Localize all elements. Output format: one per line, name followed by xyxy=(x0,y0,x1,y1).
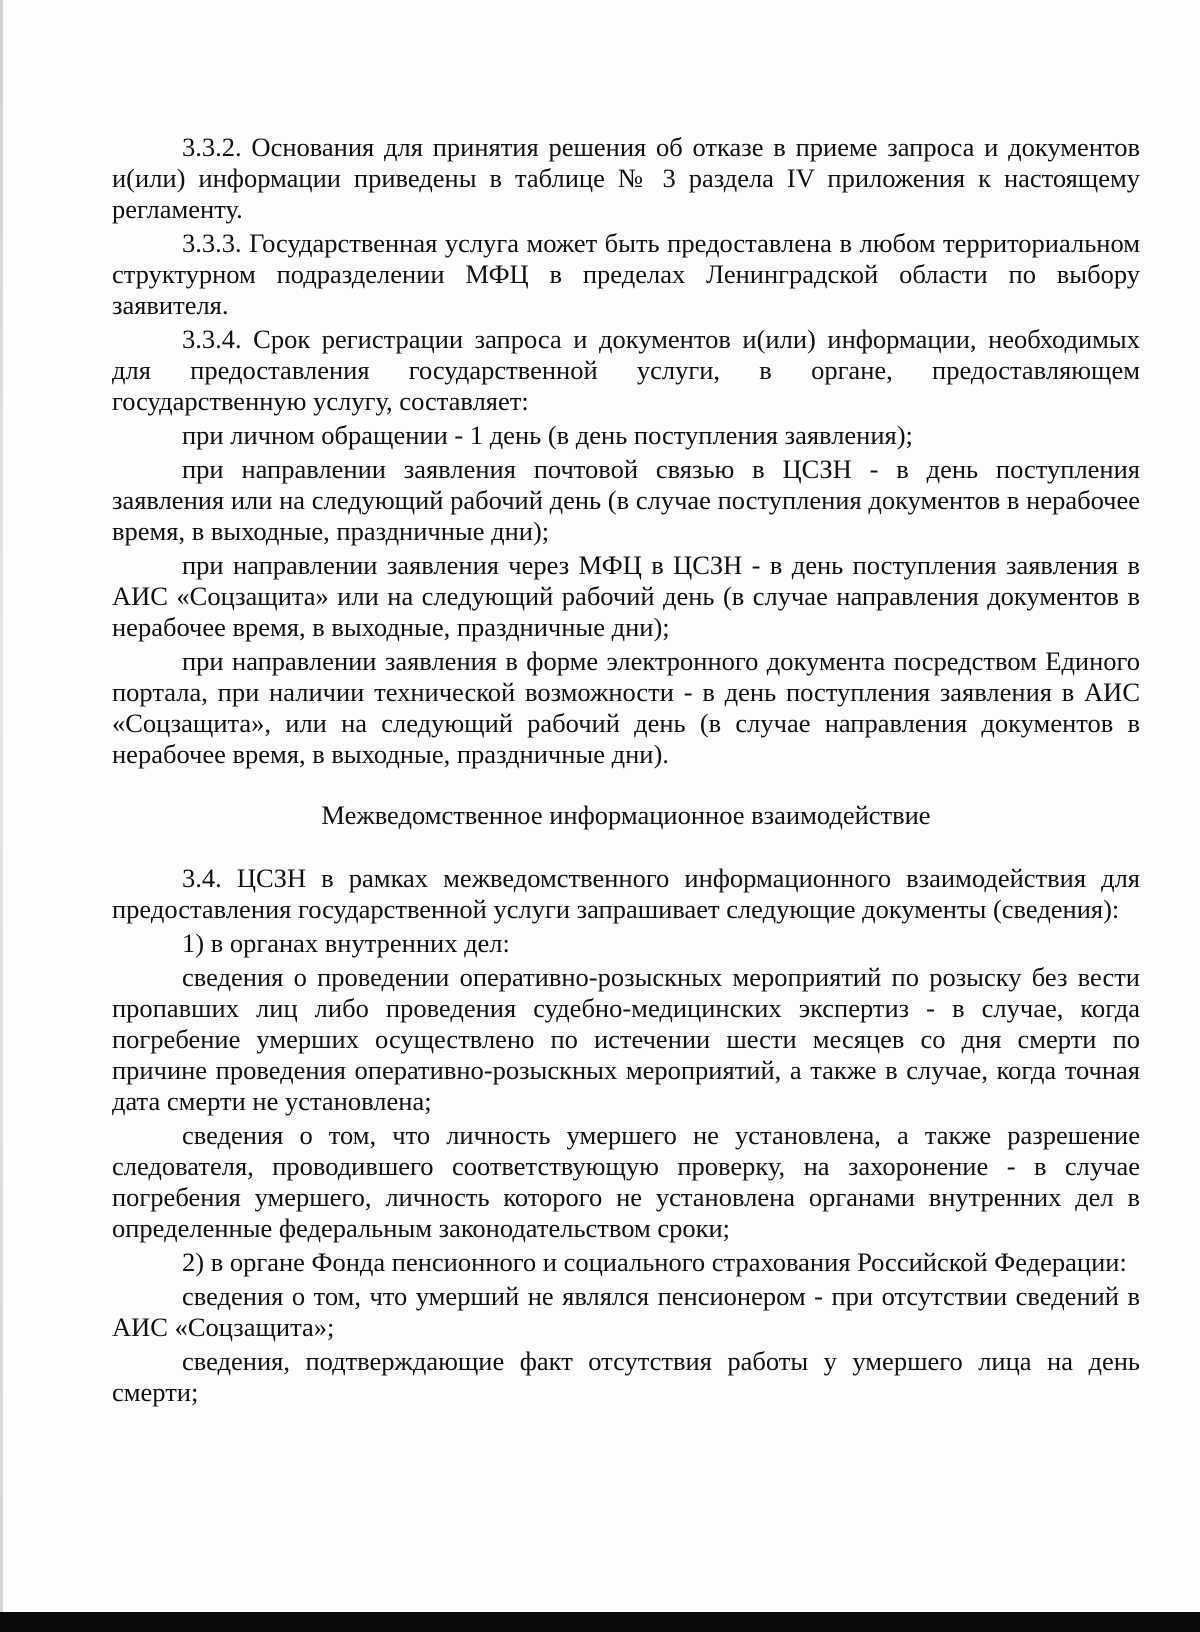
section-heading: Межведомственное информационное взаимодействие xyxy=(321,800,931,830)
scan-left-edge xyxy=(0,0,3,1632)
paragraph-pension-fund: 2) в органе Фонда пенсионного и социального страхования Российской Федерации: xyxy=(182,1247,1127,1277)
paragraph-search-info: сведения о проведении оперативно-розыскных мероприятий по розыску без вести пропавших лиц либо проведения судебно-медицинских экспертиз - в случае, когда погребение умерших осуществлено по истечении шести месяцев со дня смерти по причине проведения оперативно-розыскных мероприятий, а также в случае, когда точная дата смерти не установлена; xyxy=(112,962,1140,1116)
scan-bottom-edge xyxy=(0,1612,1200,1632)
paragraph-not-pensioner: сведения о том, что умерший не являлся пенсионером - при отсутствии сведений в АИС «Соцзащита»; xyxy=(112,1281,1140,1342)
paragraph-internal-affairs: 1) в органах внутренних дел: xyxy=(182,928,510,958)
paragraph-3-3-2: 3.3.2. Основания для принятия решения об отказе в приеме запроса и документов и(или) информации приведены в таблице № 3 раздела IV приложения к настоящему регламенту. xyxy=(112,132,1140,224)
paragraph-postal: при направлении заявления почтовой связью в ЦСЗН - в день поступления заявления или на следующий рабочий день (в случае поступления документов в нерабочее время, в выходные, праздничные дни); xyxy=(112,454,1140,546)
paragraph-3-4: 3.4. ЦСЗН в рамках межведомственного информационного взаимодействия для предоставления государственной услуги запрашивает следующие документы (сведения): xyxy=(112,863,1140,924)
paragraph-mfc: при направлении заявления через МФЦ в ЦСЗН - в день поступления заявления в АИС «Соцзащита» или на следующий рабочий день (в случае направления документов в нерабочее время, в выходные, праздничные дни); xyxy=(112,550,1140,642)
document-body xyxy=(112,132,1140,1408)
paragraph-identity-info: сведения о том, что личность умершего не установлена, а также разрешение следователя, проводившего соответствующую проверку, на захоронение - в случае погребения умершего, личность которого не установлена органами внутренних дел в определенные федеральным законодательством сроки; xyxy=(112,1120,1140,1243)
paragraph-no-work: сведения, подтверждающие факт отсутствия работы у умершего лица на день смерти; xyxy=(112,1346,1140,1407)
paragraph-personal-visit: при личном обращении - 1 день (в день поступления заявления); xyxy=(182,420,913,450)
paragraph-3-3-4: 3.3.4. Срок регистрации запроса и документов и(или) информации, необходимых для предоставления государственной услуги, в органе, предоставляющем государственную услугу, составляет: xyxy=(112,324,1140,416)
paragraph-3-3-3: 3.3.3. Государственная услуга может быть предоставлена в любом территориальном структурном подразделении МФЦ в пределах Ленинградской области по выбору заявителя. xyxy=(112,228,1140,320)
paragraph-electronic: при направлении заявления в форме электронного документа посредством Единого портала, при наличии технической возможности - в день поступления заявления в АИС «Соцзащита», или на следующий рабочий день (в случае направления документов в нерабочее время, в выходные, праздничные дни). xyxy=(112,646,1140,769)
